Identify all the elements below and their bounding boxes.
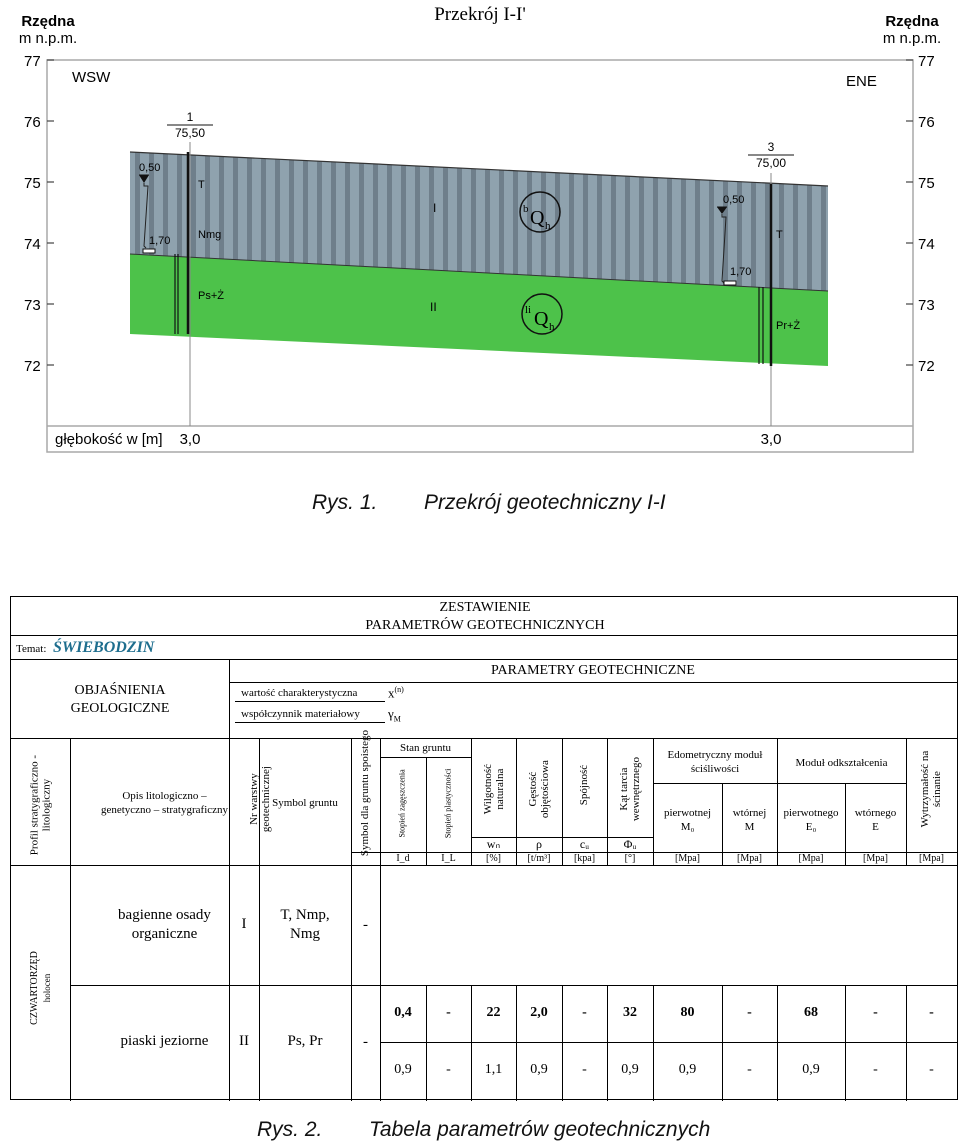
row2-value-rho: 2,0: [530, 1005, 548, 1020]
row2-value-m0: 80: [680, 1005, 695, 1020]
table-heading-line2: PARAMETRÓW GEOTECHNICZNYCH: [365, 618, 605, 633]
layer-1-numeral: I: [433, 201, 437, 215]
label-pr-z: Pr+Ż: [776, 320, 801, 332]
tick-left-73: 73: [24, 297, 41, 314]
header-pierwotnej: pierwotnej: [663, 807, 712, 819]
header-stopien-zageszczenia: Stopień zagęszczenia: [397, 769, 407, 838]
row2-coef-wytrzymalosc: -: [929, 1062, 934, 1077]
tick-left-74: 74: [24, 236, 41, 253]
row2-value-cu: -: [582, 1005, 587, 1020]
right-axis-label-2: m n.p.m.: [882, 30, 942, 47]
unit-m: [Mpa]: [737, 853, 762, 864]
geotechnical-parameters-table: [10, 596, 958, 1100]
header-gestosc: Gęstość objętościowa: [526, 760, 551, 819]
figure-1-caption: [312, 491, 666, 515]
tick-right-74: 74: [918, 236, 935, 253]
unit-id: I_d: [396, 853, 410, 864]
unit-cu: [kpa]: [573, 853, 596, 864]
objasnienia-line1: OBJAŚNIENIA: [74, 683, 166, 698]
row1-symbol-line1: T, Nmp,: [280, 907, 330, 923]
row2-value-il: -: [446, 1005, 451, 1020]
depth-label: głębokość w [m]: [55, 431, 163, 448]
objasnienia-line2: GEOLOGICZNE: [70, 701, 170, 716]
row2-coef-cu: -: [582, 1062, 587, 1077]
figure-2-caption-number: Rys. 2.: [257, 1118, 323, 1141]
period-label: CZWARTORZĘD holocen: [29, 951, 52, 1025]
row1-spoisty: -: [363, 917, 368, 933]
borehole-1-number: 1: [186, 110, 194, 124]
row2-nr: II: [239, 1033, 249, 1049]
borehole-3-water-bottom: 1,70: [730, 266, 752, 278]
borehole-1-depth: 3,0: [179, 431, 201, 448]
tick-right-77: 77: [918, 53, 935, 70]
borehole-1-elevation: 75,50: [174, 126, 206, 140]
direction-right: ENE: [846, 73, 877, 90]
row2-value-id: 0,4: [394, 1005, 412, 1020]
temat-value: ŚWIEBODZIN: [53, 639, 155, 656]
layer-1-symbol-sup: b: [523, 203, 529, 215]
layer-2-symbol-sub: h: [549, 321, 555, 333]
left-axis-label-1: Rzędna: [21, 13, 75, 30]
left-axis-label-2: m n.p.m.: [18, 30, 78, 47]
borehole-1-water-bottom: 1,70: [149, 235, 171, 247]
row2-coef-rho: 0,9: [530, 1062, 548, 1077]
label-ps-z: Ps+Ż: [198, 290, 224, 302]
section-title: Przekrój I-I': [434, 4, 526, 25]
row1-opis-line2: organiczne: [131, 926, 198, 942]
header-symbol-gruntu: Symbol gruntu: [272, 797, 338, 809]
header-wilgotnosc: Wilgotność naturalna: [481, 763, 506, 815]
header-e0: E₀: [805, 821, 817, 833]
header-stopien-plastycznosci: Stopień plastyczności: [443, 768, 453, 839]
header-e: E: [872, 821, 879, 833]
tick-left-72: 72: [24, 358, 41, 375]
header-profil: Profil stratygraficzno - litologiczny: [28, 755, 53, 856]
tick-right-75: 75: [918, 175, 935, 192]
right-axis-label-1: Rzędna: [885, 13, 939, 30]
figure-1-caption-text: Przekrój geotechniczny I-I: [424, 491, 666, 514]
header-kat-tarcia: Kąt tarcia wewnętrznego: [617, 757, 642, 822]
symbol-phi: Φᵤ: [623, 837, 637, 851]
row2-value-e0: 68: [804, 1005, 818, 1020]
borehole-3-water-top: 0,50: [723, 194, 745, 206]
symbol-rho: ρ: [536, 837, 542, 851]
layer-1-symbol-sub: h: [545, 220, 551, 232]
unit-e: [Mpa]: [863, 853, 888, 864]
borehole-3-number: 3: [767, 140, 775, 154]
row2-spoisty: -: [363, 1034, 368, 1050]
symbol-wn: wₙ: [486, 837, 501, 851]
row2-opis: piaski jeziorne: [120, 1033, 209, 1049]
layer-2-symbol-main: Q: [534, 308, 549, 330]
char-value-symbol: $x^{(n)}$: [388, 685, 404, 701]
coef-label: współczynnik materiałowy: [241, 708, 360, 720]
tick-left-76: 76: [24, 114, 41, 131]
header-symbol-spoisty: Symbol dla gruntu spoistego: [358, 729, 371, 857]
tick-left-75: 75: [24, 175, 41, 192]
row2-value-wn: 22: [486, 1005, 501, 1020]
coef-symbol: $\gamma_M$: [388, 706, 401, 724]
header-m: M: [744, 821, 755, 833]
row2-symbol: Ps, Pr: [287, 1033, 323, 1049]
label-t-left: T: [198, 179, 205, 191]
header-m0: M₀: [680, 821, 695, 833]
unit-wytrzymalosc: [Mpa]: [919, 853, 944, 864]
layer-1-symbol-main: Q: [530, 207, 545, 229]
borehole-1-water-top: 0,50: [139, 162, 161, 174]
header-modul-odksztalcenia: Moduł odkształcenia: [795, 757, 888, 769]
layer-2-symbol-sup: li: [525, 304, 532, 316]
tick-right-72: 72: [918, 358, 935, 375]
row2-coef-e: -: [873, 1062, 878, 1077]
borehole-3-depth: 3,0: [760, 431, 782, 448]
header-opis-line2: genetyczno – stratygraficzny: [100, 804, 229, 816]
header-opis-line1: Opis litologiczno –: [122, 790, 207, 802]
parametry-title: PARAMETRY GEOTECHNICZNE: [491, 663, 695, 678]
row2-coef-id: 0,9: [394, 1062, 412, 1077]
unit-wn: [%]: [486, 853, 501, 864]
row1-opis-line1: bagienne osady: [118, 907, 211, 923]
header-wytrzymalosc: Wytrzymałość na ścinanie: [918, 750, 943, 828]
figure-2-caption: [257, 1118, 710, 1142]
borehole-3-elevation: 75,00: [755, 156, 787, 170]
unit-e0: [Mpa]: [798, 853, 824, 864]
header-wtornego: wtórnego: [854, 807, 897, 819]
unit-il: I_L: [441, 853, 456, 864]
direction-left: WSW: [72, 69, 111, 86]
header-edometryczny-line2: ściśliwości: [690, 763, 740, 775]
header-nr-warstwy: Nr warstwy geotechnicznej: [247, 766, 272, 833]
unit-m0: [Mpa]: [675, 853, 700, 864]
row2-coef-phi: 0,9: [621, 1062, 639, 1077]
header-edometryczny-line1: Edometryczny moduł: [667, 749, 763, 761]
tick-right-76: 76: [918, 114, 935, 131]
char-value-label: wartość charakterystyczna: [241, 687, 358, 699]
unit-phi: [°]: [624, 853, 636, 864]
temat-label: Temat:: [16, 643, 47, 655]
unit-rho: [t/m³]: [527, 853, 551, 864]
row2-coef-e0: 0,9: [802, 1062, 820, 1077]
header-stan-gruntu: Stan gruntu: [399, 742, 452, 754]
header-pierwotnego: pierwotnego: [783, 807, 839, 819]
label-t-right: T: [776, 229, 783, 241]
table-heading-line1: ZESTAWIENIE: [439, 600, 531, 615]
tick-left-77: 77: [24, 53, 41, 70]
header-wtornej: wtórnej: [732, 807, 767, 819]
row2-value-e: -: [873, 1005, 878, 1020]
figure-1-caption-number: Rys. 1.: [312, 491, 378, 514]
symbol-cu: cᵤ: [579, 837, 590, 851]
cross-section-figure: [0, 0, 960, 470]
row2-coef-m0: 0,9: [678, 1062, 697, 1077]
row2-value-phi: 32: [623, 1005, 637, 1020]
row2-value-m: -: [747, 1005, 752, 1020]
header-spojnosc: Spójność: [577, 764, 590, 806]
figure-2-caption-text: Tabela parametrów geotechnicznych: [369, 1118, 711, 1141]
row2-value-wytrzymalosc: -: [929, 1005, 934, 1020]
row2-coef-il: -: [446, 1062, 451, 1077]
row2-coef-wn: 1,1: [484, 1062, 503, 1077]
row2-coef-m: -: [747, 1062, 752, 1077]
layer-2-numeral: II: [430, 300, 437, 314]
label-nmg: Nmg: [198, 229, 222, 241]
row1-nr: I: [241, 916, 247, 932]
row1-symbol-line2: Nmg: [290, 926, 320, 942]
tick-right-73: 73: [918, 297, 935, 314]
